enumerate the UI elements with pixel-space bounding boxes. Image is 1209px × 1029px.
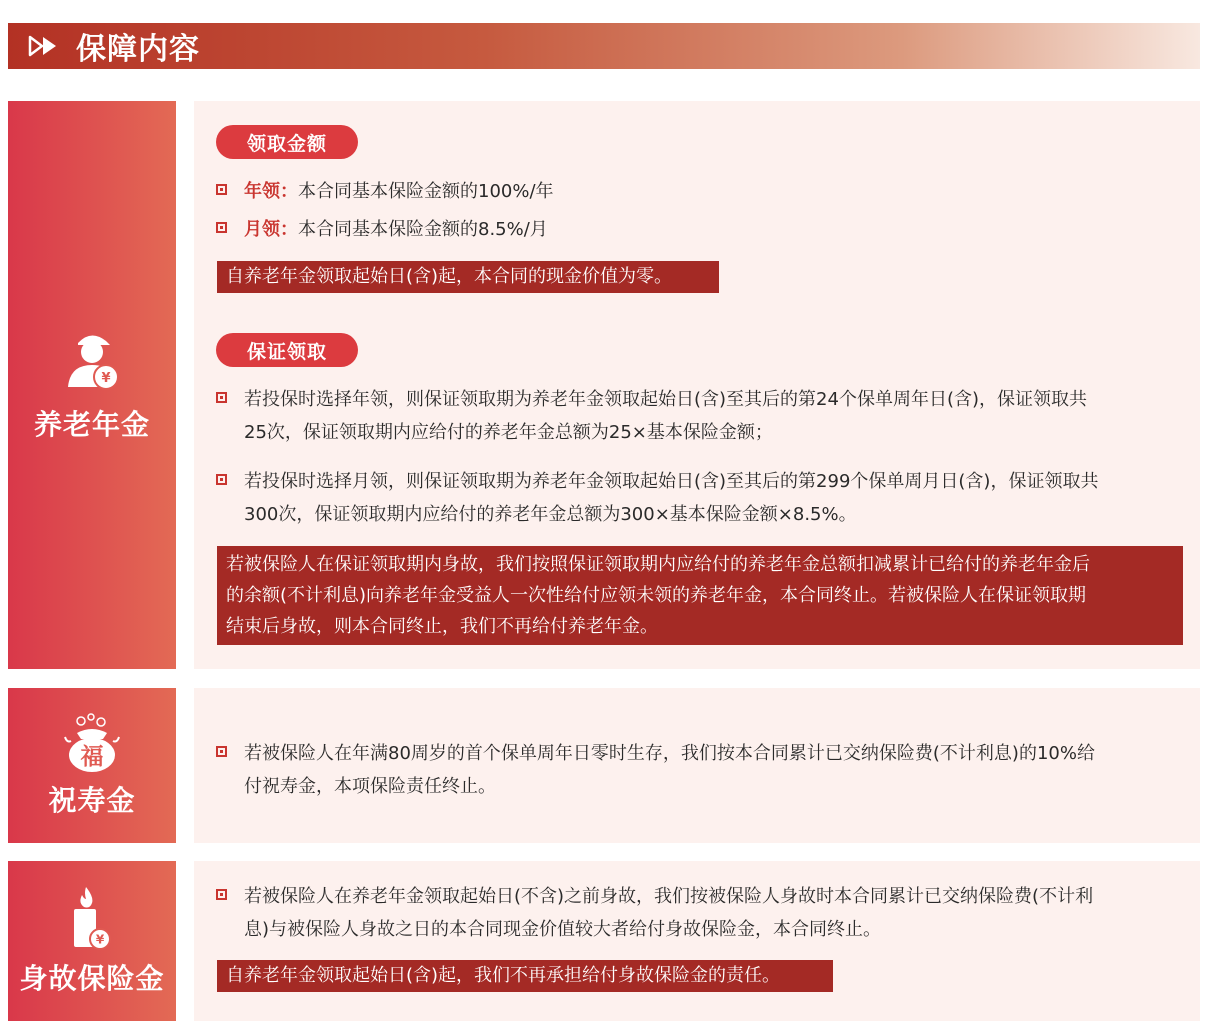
longevity-line1: 若被保险人在年满80周岁的首个保单周年日零时生存，我们按本合同累计已交纳保险费(不计利息)的10%给 xyxy=(244,743,1095,764)
list-item xyxy=(216,737,1196,803)
fortune-bag-icon xyxy=(63,713,121,777)
guarantee-monthly-line2: 300次，保证领取期内应给付的养老年金总额为300×基本保险金额×8.5%。 xyxy=(244,504,857,525)
page-title: 保障内容 xyxy=(76,32,200,67)
candle-with-coin-icon xyxy=(68,885,116,955)
death-note: 自养老年金领取起始日(含)起，我们不再承担给付身故保险金的责任。 xyxy=(217,960,833,992)
square-bullet-icon xyxy=(216,474,227,485)
square-bullet-icon xyxy=(216,889,227,900)
list-item xyxy=(216,465,1196,531)
list-item xyxy=(216,383,1196,449)
person-with-coin-icon xyxy=(60,327,124,395)
death-line1: 若被保险人在养老年金领取起始日(不含)之前身故，我们按被保险人身故时本合同累计已交纳保险费(不计利 xyxy=(244,886,1094,907)
annual-text: 本合同基本保险金额的100%/年 xyxy=(298,181,554,202)
guarantee-annual-line2: 25次，保证领取期内应给付的养老年金总额为25×基本保险金额； xyxy=(244,422,773,443)
section-header xyxy=(8,23,1200,69)
guarantee-death-note-line1: 若被保险人在保证领取期内身故，我们按照保证领取期内应给付的养老年金总额扣减累计已给付的养老年金后 xyxy=(226,554,1090,575)
svg-text:¥: ¥ xyxy=(101,371,111,386)
guarantee-death-note-line2: 的余额(不计利息)向养老年金受益人一次性给付应领未领的养老年金，本合同终止。若被保险人在保证领取期 xyxy=(226,585,1087,606)
pension-label-panel xyxy=(8,101,176,669)
guarantee-death-note xyxy=(217,546,1183,645)
monthly-key: 月领： xyxy=(244,219,298,240)
monthly-text: 本合同基本保险金额的8.5%/月 xyxy=(298,219,548,240)
annual-key: 年领： xyxy=(244,181,298,202)
death-label-panel xyxy=(8,861,176,1021)
list-item xyxy=(216,880,1196,946)
guaranteed-claim-pill: 保证领取 xyxy=(216,333,358,367)
square-bullet-icon xyxy=(216,184,227,195)
longevity-label: 祝寿金 xyxy=(48,783,136,817)
fortune-char: 福 xyxy=(80,742,104,770)
list-item xyxy=(216,175,1176,208)
svg-text:¥: ¥ xyxy=(95,932,105,947)
guarantee-death-note-line3: 结束后身故，则本合同终止，我们不再给付养老年金。 xyxy=(226,616,658,637)
square-bullet-icon xyxy=(216,392,227,403)
list-item xyxy=(216,213,1176,246)
square-bullet-icon xyxy=(216,746,227,757)
pension-label: 养老年金 xyxy=(33,408,150,441)
longevity-line2: 付祝寿金，本项保险责任终止。 xyxy=(244,776,496,797)
guarantee-annual-line1: 若投保时选择年领，则保证领取期为养老年金领取起始日(含)至其后的第24个保单周年日(含)，保证领取共 xyxy=(244,389,1087,410)
cash-value-note: 自养老年金领取起始日(含)起，本合同的现金价值为零。 xyxy=(217,261,719,293)
death-line2: 息)与被保险人身故之日的本合同现金价值较大者给付身故保险金，本合同终止。 xyxy=(244,919,882,940)
guarantee-monthly-line1: 若投保时选择月领，则保证领取期为养老年金领取起始日(含)至其后的第299个保单周月日(含)，保证领取共 xyxy=(244,471,1099,492)
claim-amount-pill: 领取金额 xyxy=(216,125,358,159)
death-label: 身故保险金 xyxy=(19,962,165,995)
square-bullet-icon xyxy=(216,222,227,233)
double-play-arrow-icon xyxy=(28,35,62,57)
longevity-label-panel xyxy=(8,688,176,843)
